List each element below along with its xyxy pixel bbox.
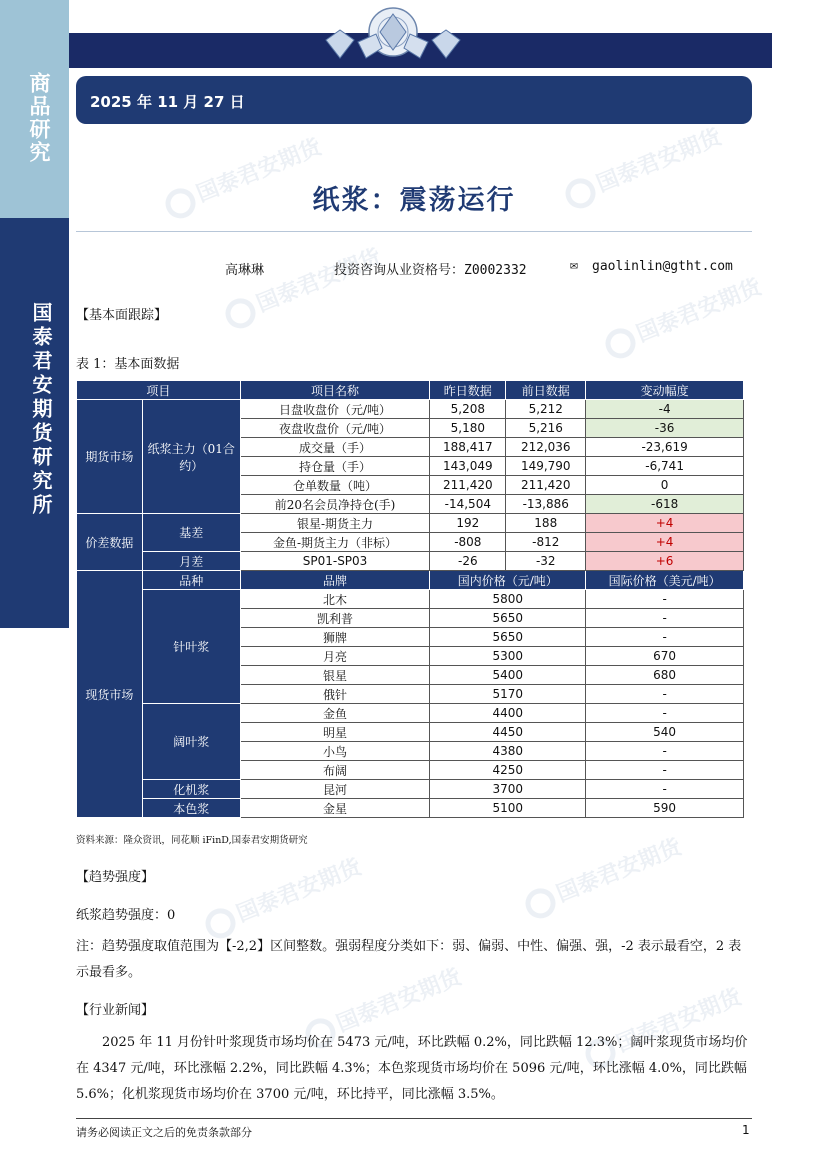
row-day-before: 212,036 xyxy=(506,438,586,457)
row-domestic: 5650 xyxy=(430,609,586,628)
header-item-name: 项目名称 xyxy=(240,381,430,400)
row-name: 夜盘收盘价（元/吨） xyxy=(240,419,430,438)
row-domestic: 4400 xyxy=(430,704,586,723)
news-paragraph: 2025 年 11 月份针叶浆现货市场均价在 5473 元/吨，环比跌幅 0.2%，同比跌幅 12.3%；阔叶浆现货市场均价在 4347 元/吨，环比涨幅 2.2%，同比跌幅 4.3%；本色浆现货市场均价在 5096 元/吨，环比涨幅 4.0%，同比跌幅 5.6%；化机浆现货市场均价在 3700 元/吨，环比持平，同比涨幅 3.5%。 xyxy=(76,1035,748,1102)
row-intl: 670 xyxy=(586,647,744,666)
row-name: 日盘收盘价（元/吨） xyxy=(240,400,430,419)
trend-note: 注：趋势强度取值范围为【-2,2】区间整数。强弱程度分类如下：弱、偏弱、中性、偏强、强，-2 表示最看空，2 表示最看多。 xyxy=(76,939,742,980)
month-spread-label: 月差 xyxy=(142,552,240,571)
row-day-before: -32 xyxy=(506,552,586,571)
row-day-before: -13,886 xyxy=(506,495,586,514)
row-yesterday: -26 xyxy=(430,552,506,571)
table-row xyxy=(77,400,744,419)
watermark-logo: 国泰君安期货 xyxy=(600,270,766,363)
row-yesterday: 188,417 xyxy=(430,438,506,457)
row-intl: - xyxy=(586,704,744,723)
row-domestic: 4250 xyxy=(430,761,586,780)
diamond-logo-icon xyxy=(318,6,468,66)
row-day-before: 211,420 xyxy=(506,476,586,495)
row-domestic: 4380 xyxy=(430,742,586,761)
row-yesterday: 143,049 xyxy=(430,457,506,476)
section-news: 【行业新闻】 xyxy=(76,1003,155,1018)
row-change: -23,619 xyxy=(586,438,744,457)
header-yesterday: 昨日数据 xyxy=(430,381,506,400)
row-change: 0 xyxy=(586,476,744,495)
table-row xyxy=(77,552,744,571)
date-banner xyxy=(76,76,752,124)
watermark-logo: 国泰君安期货 xyxy=(580,980,746,1073)
row-brand: 北木 xyxy=(240,590,430,609)
row-day-before: 149,790 xyxy=(506,457,586,476)
row-change: +4 xyxy=(586,533,744,552)
row-intl: 680 xyxy=(586,666,744,685)
footer-divider xyxy=(76,1118,752,1119)
table-row xyxy=(77,780,744,799)
fundamental-data-table xyxy=(76,380,744,818)
category-unbleached: 本色浆 xyxy=(142,799,240,818)
header-day-before: 前日数据 xyxy=(506,381,586,400)
basis-label: 基差 xyxy=(142,514,240,552)
category-softwood: 针叶浆 xyxy=(142,590,240,704)
row-name: 成交量（手） xyxy=(240,438,430,457)
futures-contract-label: 纸浆主力（01合约） xyxy=(142,400,240,514)
row-brand: 金星 xyxy=(240,799,430,818)
header-item: 项目 xyxy=(77,381,241,400)
email-icon: ✉ xyxy=(570,258,578,273)
row-intl: - xyxy=(586,761,744,780)
row-day-before: 5,216 xyxy=(506,419,586,438)
row-domestic: 5400 xyxy=(430,666,586,685)
row-intl: - xyxy=(586,780,744,799)
row-change: -4 xyxy=(586,400,744,419)
row-domestic: 5300 xyxy=(430,647,586,666)
watermark-logo: 国泰君安期货 xyxy=(300,960,466,1053)
row-yesterday: 5,208 xyxy=(430,400,506,419)
group-spread: 价差数据 xyxy=(77,514,143,571)
row-day-before: 5,212 xyxy=(506,400,586,419)
category-ctmp: 化机浆 xyxy=(142,780,240,799)
header-change: 变动幅度 xyxy=(586,381,744,400)
row-day-before: 188 xyxy=(506,514,586,533)
category-hardwood: 阔叶浆 xyxy=(142,704,240,780)
row-change: -36 xyxy=(586,419,744,438)
author-name: 高琳琳 xyxy=(225,263,265,278)
row-brand: 银星 xyxy=(240,666,430,685)
row-brand: 小鸟 xyxy=(240,742,430,761)
row-brand: 布阔 xyxy=(240,761,430,780)
table-caption: 表 1：基本面数据 xyxy=(76,357,180,372)
row-intl: - xyxy=(586,742,744,761)
row-intl: 590 xyxy=(586,799,744,818)
watermark-logo: 国泰君安期货 xyxy=(520,830,686,923)
row-change: -618 xyxy=(586,495,744,514)
row-brand: 金鱼 xyxy=(240,704,430,723)
row-domestic: 5650 xyxy=(430,628,586,647)
section-trend: 【趋势强度】 xyxy=(76,870,155,885)
row-yesterday: -808 xyxy=(430,533,506,552)
row-change: +4 xyxy=(586,514,744,533)
title-divider xyxy=(76,231,752,232)
section-fundamental: 【基本面跟踪】 xyxy=(76,308,168,323)
table-header-row xyxy=(77,381,744,400)
row-name: 持仓量（手） xyxy=(240,457,430,476)
row-brand: 俄针 xyxy=(240,685,430,704)
data-source-note: 资料来源：隆众资讯，同花顺 iFinD,国泰君安期货研究 xyxy=(76,835,308,846)
row-domestic: 3700 xyxy=(430,780,586,799)
row-brand: 明星 xyxy=(240,723,430,742)
watermark-logo: 国泰君安期货 xyxy=(560,120,726,213)
trend-strength-text: 纸浆趋势强度：0 xyxy=(76,908,176,923)
row-intl: 540 xyxy=(586,723,744,742)
spot-header-intl: 国际价格（美元/吨） xyxy=(586,571,744,590)
spot-header-domestic: 国内价格（元/吨） xyxy=(430,571,586,590)
row-brand: 凯利普 xyxy=(240,609,430,628)
row-domestic: 5100 xyxy=(430,799,586,818)
report-date: 2025 年 11 月 27 日 xyxy=(90,93,245,111)
author-email[interactable]: gaolinlin@gtht.com xyxy=(592,259,733,274)
table-row xyxy=(77,514,744,533)
row-brand: 狮牌 xyxy=(240,628,430,647)
row-domestic: 5170 xyxy=(430,685,586,704)
table-row xyxy=(77,590,744,609)
row-name: 前20名会员净持仓(手) xyxy=(240,495,430,514)
row-name: 金鱼-期货主力（非标） xyxy=(240,533,430,552)
group-futures: 期货市场 xyxy=(77,400,143,514)
row-intl: - xyxy=(586,628,744,647)
sidebar-institute-label: 国泰君安期货研究所 xyxy=(29,302,53,518)
report-title: 纸浆：震荡运行 xyxy=(312,185,516,216)
row-yesterday: 192 xyxy=(430,514,506,533)
watermark-logo: 国泰君安期货 xyxy=(200,850,366,943)
author-license: 投资咨询从业资格号：Z0002332 xyxy=(334,263,527,278)
spot-header-brand: 品牌 xyxy=(240,571,430,590)
watermark-logo: 国泰君安期货 xyxy=(160,130,326,223)
group-spot: 现货市场 xyxy=(77,571,143,818)
row-intl: - xyxy=(586,590,744,609)
disclaimer-link[interactable]: 请务必阅读正文之后的免责条款部分 xyxy=(76,1126,252,1139)
row-name: 仓单数量（吨） xyxy=(240,476,430,495)
row-yesterday: 211,420 xyxy=(430,476,506,495)
spot-header-category: 品种 xyxy=(142,571,240,590)
row-day-before: -812 xyxy=(506,533,586,552)
row-intl: - xyxy=(586,609,744,628)
spot-header-row xyxy=(77,571,744,590)
row-name: 银星-期货主力 xyxy=(240,514,430,533)
row-change: +6 xyxy=(586,552,744,571)
watermark-logo: 国泰君安期货 xyxy=(220,240,386,333)
row-yesterday: -14,504 xyxy=(430,495,506,514)
page-number: 1 xyxy=(742,1123,750,1137)
row-domestic: 4450 xyxy=(430,723,586,742)
row-intl: - xyxy=(586,685,744,704)
sidebar-category-label: 商品研究 xyxy=(27,72,51,164)
row-brand: 月亮 xyxy=(240,647,430,666)
table-row xyxy=(77,704,744,723)
table-row xyxy=(77,799,744,818)
row-brand: 昆河 xyxy=(240,780,430,799)
row-name: SP01-SP03 xyxy=(240,552,430,571)
row-domestic: 5800 xyxy=(430,590,586,609)
row-yesterday: 5,180 xyxy=(430,419,506,438)
row-change: -6,741 xyxy=(586,457,744,476)
